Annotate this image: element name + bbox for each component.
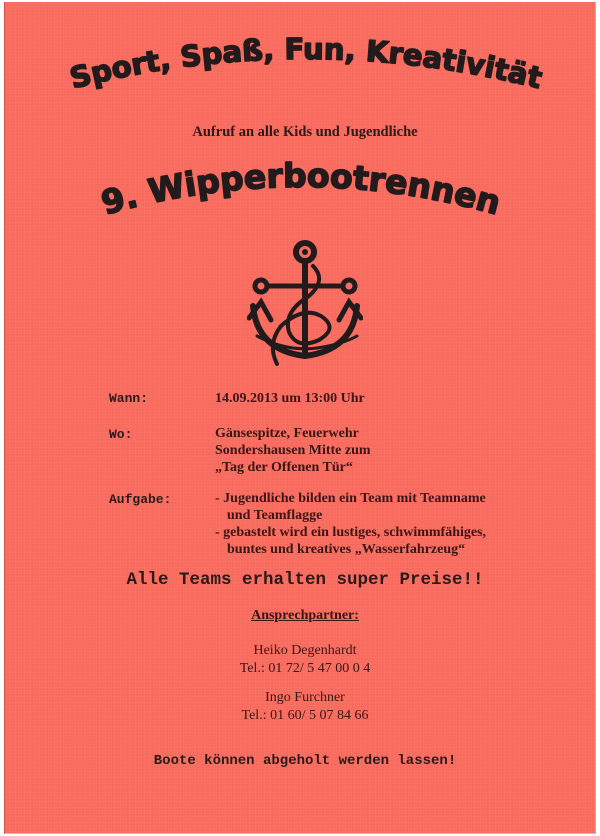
headline-arcs	[5, 2, 600, 242]
task-line: und Teamflagge	[227, 508, 323, 523]
where-line: Sondershausen Mitte zum	[215, 443, 371, 458]
contact-person	[5, 689, 600, 725]
where-label: Wo:	[109, 427, 133, 442]
contact-phone: Tel.: 01 72/ 5 47 00 0 4	[239, 661, 371, 676]
footer-note: Boote können abgeholt werden lassen!	[153, 753, 457, 769]
anchor-icon	[247, 240, 363, 374]
task-line: - gebastelt wird ein lustiges, schwimmfähiges,	[215, 525, 487, 540]
contacts-heading: Ansprechpartner:	[251, 608, 359, 623]
contact-name: Ingo Furchner	[265, 690, 345, 705]
when-value	[215, 390, 365, 407]
contact-name: Heiko Degenhardt	[253, 643, 357, 658]
subtitle: Aufruf an alle Kids und Jugendliche	[192, 124, 418, 140]
flyer-page	[4, 2, 596, 834]
contact-phone: Tel.: 01 60/ 5 07 84 66	[241, 708, 369, 723]
where-line: Gänsespitze, Feuerwehr	[215, 426, 359, 441]
prizes-announcement: Alle Teams erhalten super Preise!!	[126, 570, 484, 590]
contact-person	[5, 642, 600, 678]
headline: Sport, Spaß, Fun, Kreativität	[66, 31, 546, 96]
task-value	[215, 490, 486, 558]
task-line: buntes und kreatives „Wasserfahrzeug“	[227, 542, 466, 557]
task-line: - Jugendliche bilden ein Team mit Teamname	[215, 491, 486, 506]
event-title: 9. Wipperbootrennen	[97, 155, 505, 223]
event-date-time: 14.09.2013 um 13:00 Uhr	[215, 391, 365, 406]
when-label: Wann:	[109, 391, 149, 406]
where-line: „Tag der Offenen Tür“	[215, 460, 353, 475]
where-value	[215, 425, 371, 476]
task-label: Aufgabe:	[109, 492, 172, 507]
